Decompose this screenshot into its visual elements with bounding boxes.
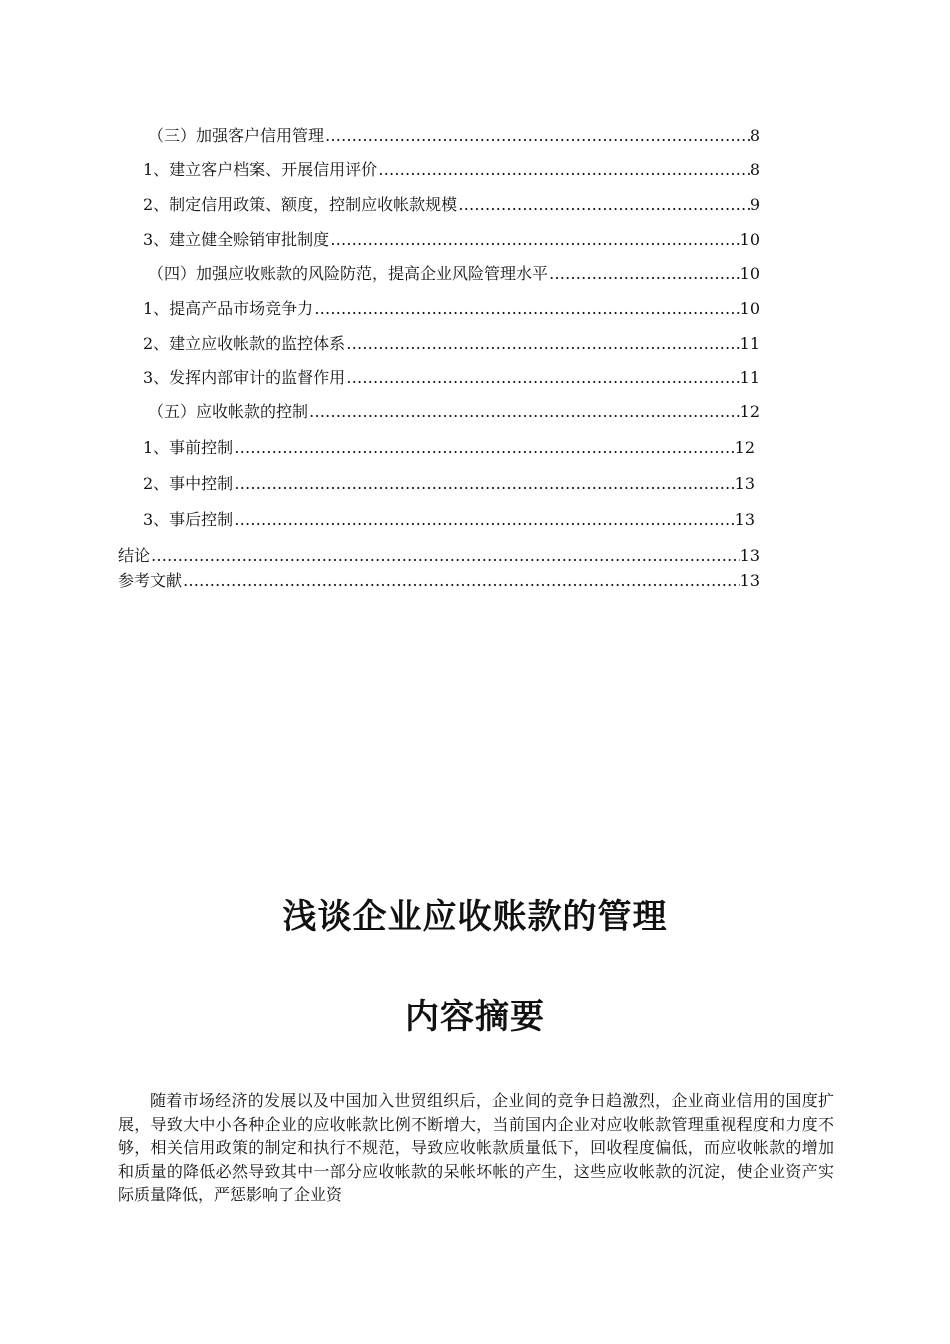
toc-entry-label: 3、发挥内部审计的监督作用 (143, 368, 346, 387)
toc-leader-dots (313, 297, 739, 321)
paper-title: 浅谈企业应收账款的管理 (282, 897, 668, 937)
toc-leader-dots (324, 124, 750, 148)
toc-entry[interactable] (143, 508, 755, 532)
toc-entry-page: 12 (739, 402, 760, 421)
toc-entry-page: 13 (739, 546, 760, 565)
toc-entry[interactable] (148, 262, 760, 286)
toc-entry-page: 11 (739, 368, 760, 387)
toc-entry-label: 1、提高产品市场竞争力 (143, 299, 314, 318)
toc-entry-page: 10 (739, 264, 760, 283)
toc-entry-page: 10 (739, 230, 760, 249)
toc-entry-page: 13 (734, 474, 755, 493)
toc-entry-label: （三）加强客户信用管理 (148, 126, 325, 145)
toc-entry-label: 结论 (118, 546, 151, 565)
toc-entry-label: 3、建立健全赊销审批制度 (143, 230, 330, 249)
toc-entry-label: （四）加强应收账款的风险防范，提高企业风险管理水平 (148, 264, 549, 283)
toc-entry[interactable] (143, 158, 760, 182)
toc-leader-dots (233, 436, 734, 460)
toc-leader-dots (548, 262, 740, 286)
toc-leader-dots (150, 544, 740, 568)
toc-leader-dots (345, 332, 739, 356)
toc-entry-page: 10 (739, 299, 760, 318)
toc-leader-dots (457, 193, 750, 217)
toc-leader-dots (377, 158, 750, 182)
toc-entry[interactable] (143, 472, 755, 496)
toc-entry-page: 12 (734, 438, 755, 457)
toc-entry-label: 2、建立应收帐款的监控体系 (143, 334, 346, 353)
toc-entry-label: （五）应收帐款的控制 (148, 402, 309, 421)
toc-entry[interactable] (118, 544, 760, 568)
toc-entry[interactable] (118, 569, 760, 593)
toc-entry[interactable] (143, 228, 760, 252)
toc-entry-page: 8 (749, 126, 760, 145)
toc-leader-dots (233, 508, 734, 532)
toc-leader-dots (329, 228, 739, 252)
toc-entry[interactable] (148, 124, 760, 148)
toc-entry-label: 2、事中控制 (143, 474, 234, 493)
toc-leader-dots (182, 569, 740, 593)
toc-entry[interactable] (148, 400, 760, 424)
toc-entry-page: 9 (749, 195, 760, 214)
toc-entry-label: 3、事后控制 (143, 510, 234, 529)
toc-entry-page: 13 (734, 510, 755, 529)
toc-entry[interactable] (143, 193, 760, 217)
toc-entry-label: 2、制定信用政策、额度，控制应收帐款规模 (143, 195, 458, 214)
toc-leader-dots (345, 366, 739, 390)
toc-entry-page: 13 (739, 571, 760, 590)
section-heading: 内容摘要 (405, 997, 545, 1037)
toc-entry[interactable] (143, 366, 760, 390)
toc-entry[interactable] (143, 297, 760, 321)
toc-entry-page: 11 (739, 334, 760, 353)
toc-entry-label: 1、建立客户档案、开展信用评价 (143, 160, 378, 179)
toc-entry[interactable] (143, 332, 760, 356)
abstract-text: 随着市场经济的发展以及中国加入世贸组织后，企业间的竞争日趋激烈，企业商业信用的国度扩展，导致大中小各种企业的应收帐款比例不断增大，当前国内企业对应收帐款管理重视程度和力度不够，相关信用政策的制定和执行不规范，导致应收帐款质量低下，回收程度偏低，而应收帐款的增加和质量的降低必然导致其中一部分应收帐款的呆帐坏帐的产生，这些应收帐款的沉淀，使企业资产实际质量降低，严惩影响了企业资 (118, 1091, 834, 1204)
toc-entry-page: 8 (749, 160, 760, 179)
toc-entry-label: 参考文献 (118, 571, 183, 590)
toc-leader-dots (233, 472, 734, 496)
toc-leader-dots (308, 400, 740, 424)
toc-entry-label: 1、事前控制 (143, 438, 234, 457)
toc-entry[interactable] (143, 436, 755, 460)
